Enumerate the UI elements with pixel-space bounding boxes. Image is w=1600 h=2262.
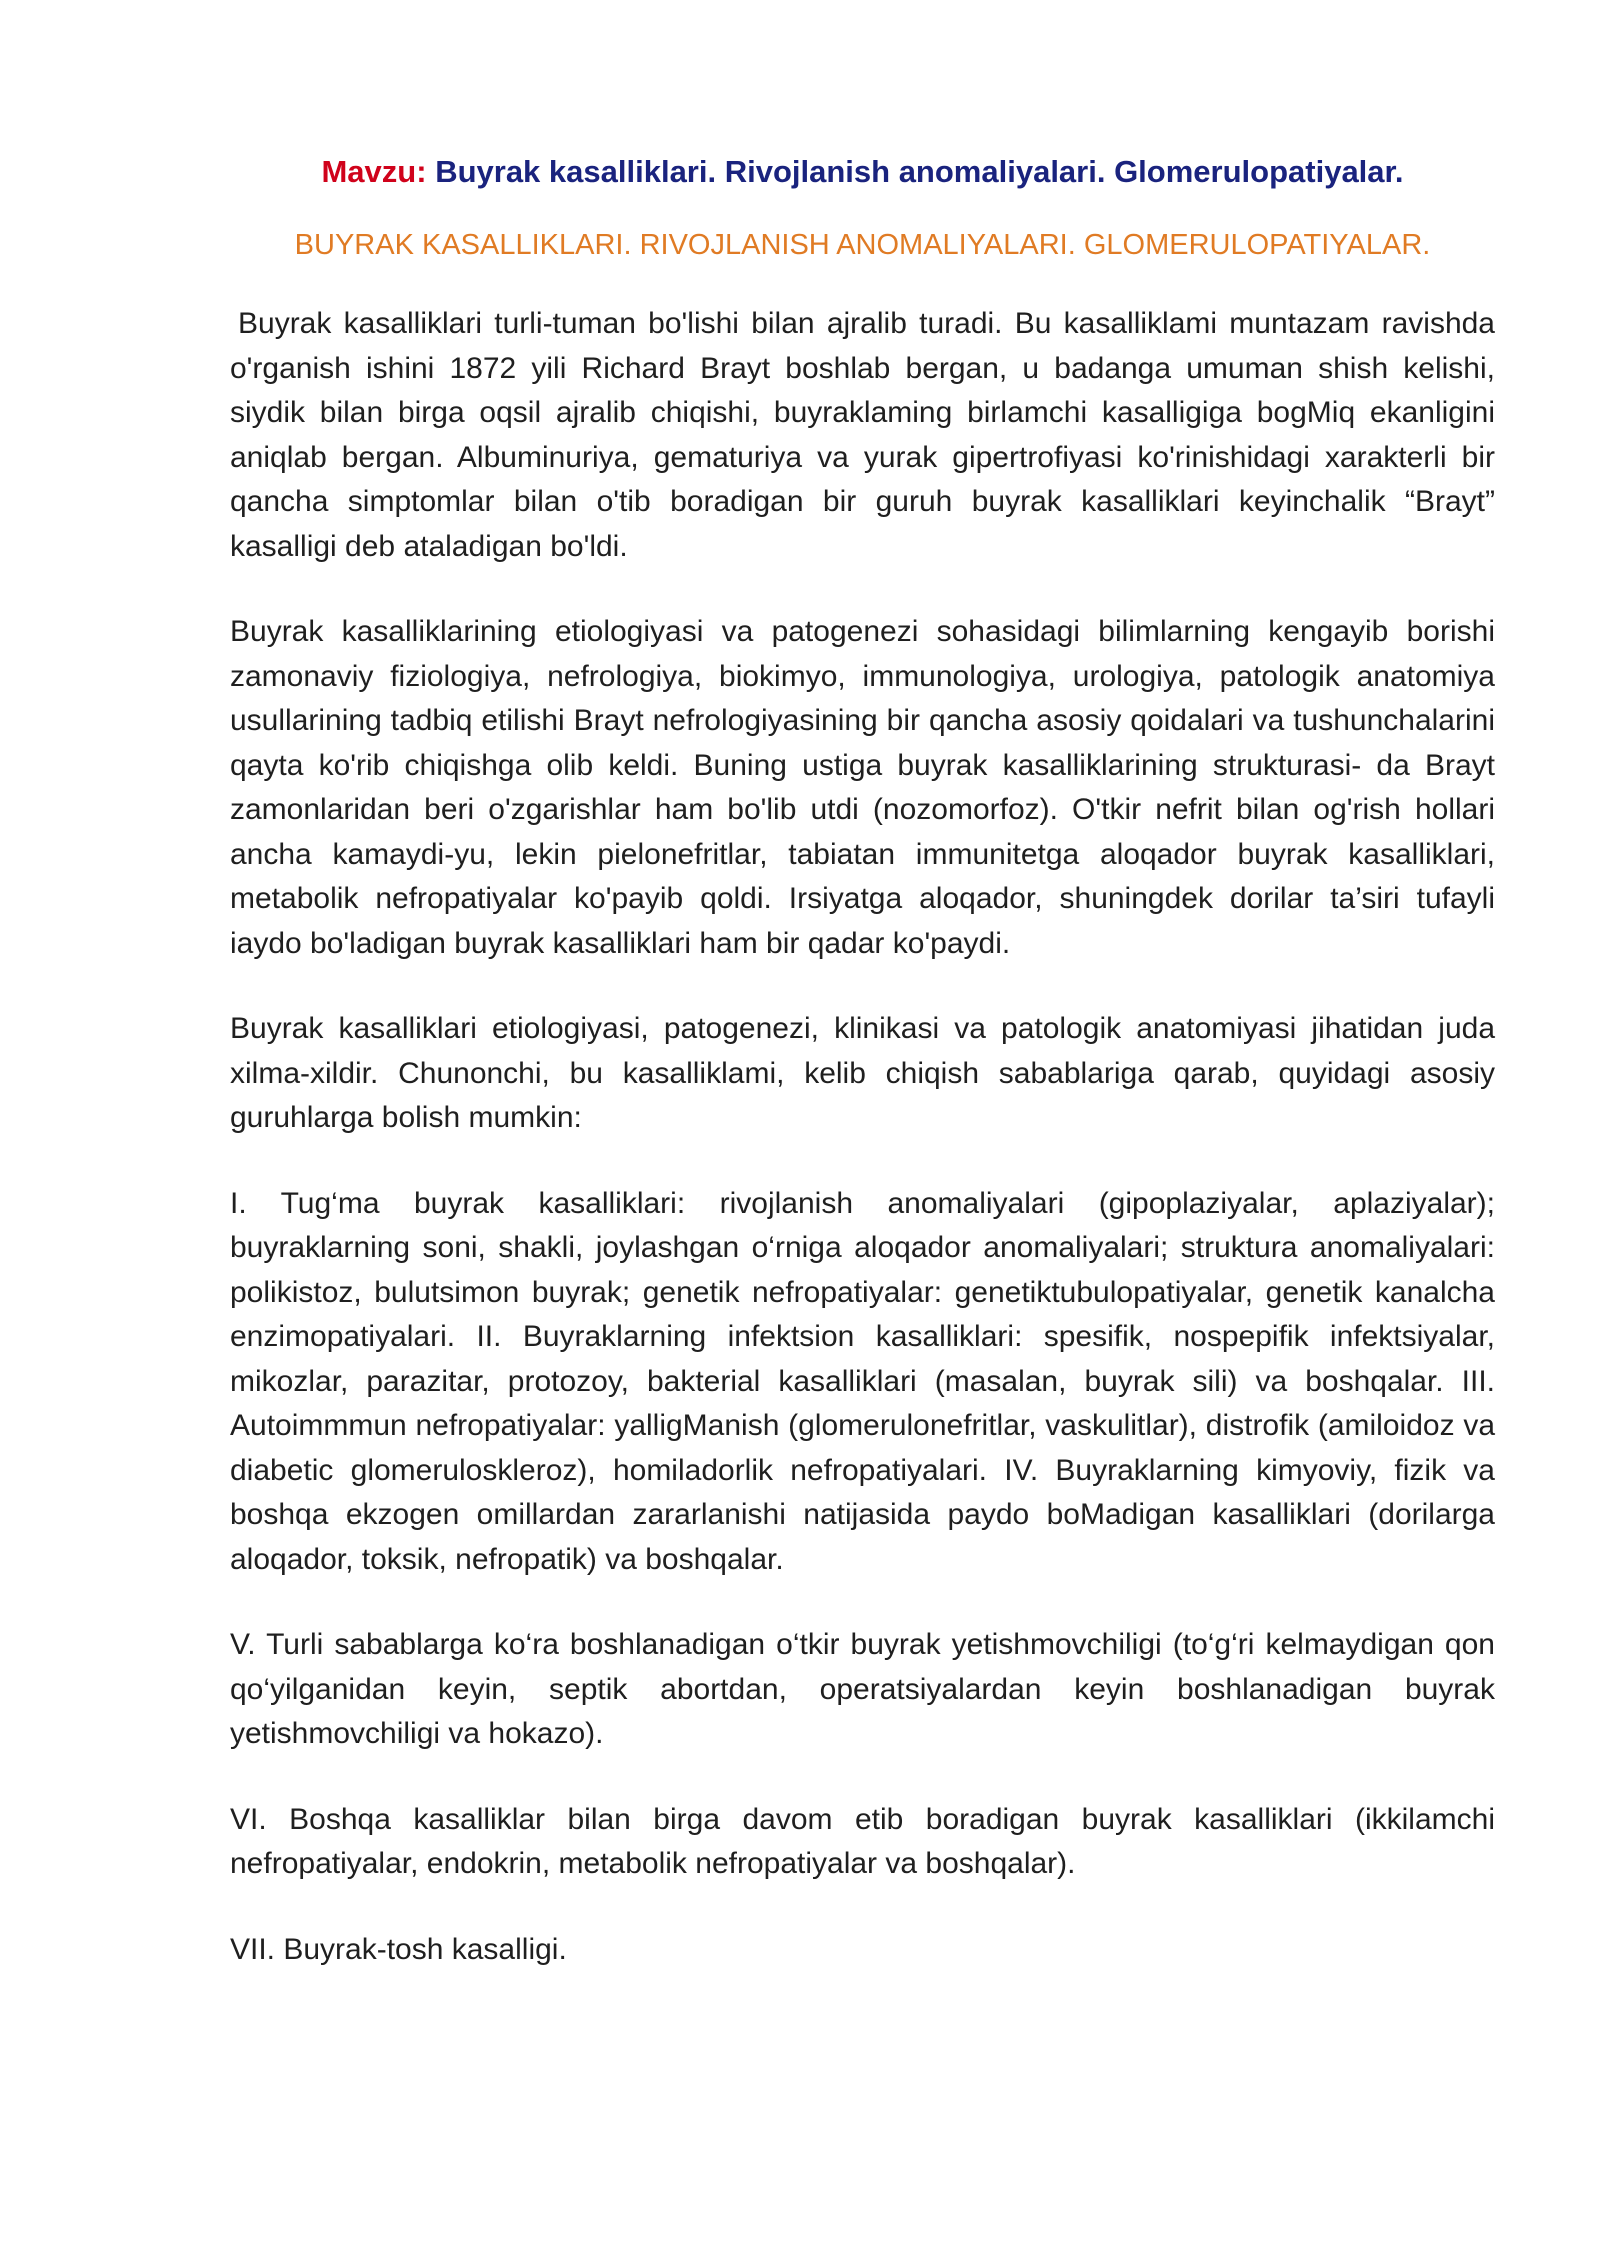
document-title: [230, 150, 1495, 194]
paragraph-etiology: Buyrak kasalliklarining etiologiyasi va patogenezi sohasidagi bilimlarning kengayib borishi zamonaviy fiziologiya, nefrologiya, biokimyo, immunologiya, urologiya, patologik anatomiya usullarining tadbiq etilishi Brayt nefrologiyasining bir qancha asosiy qoidalari va tushunchalarini qayta ko'rib chiqishga olib keldi. Buning ustiga buyrak kasalliklarining strukturasi- da Brayt zamonlaridan beri o'zgarishlar ham bo'lib utdi (nozomorfoz). O'tkir nefrit bilan og'rish hollari ancha kamaydi-yu, lekin pielonefritlar, tabiatan immunitetga aloqador buyrak kasalliklari, metabolik nefropatiyalar ko'payib qoldi. Irsiyatga aloqador, shuningdek dorilar ta’siri tufayli iaydo bo'ladigan buyrak kasalliklari ham bir qadar ko'paydi.: [230, 615, 1495, 960]
document-subtitle: BUYRAK KASALLIKLARI. RIVOJLANISH ANOMALIYALARI. GLOMERULOPATIYALAR.: [294, 229, 1431, 261]
paragraph-group-7: VII. Buyrak-tosh kasalligi.: [230, 1932, 567, 1966]
title-text: Buyrak kasalliklari. Rivojlanish anomaliyalari. Glomerulopatiyalar.: [435, 154, 1404, 189]
paragraph-intro: Buyrak kasalliklari turli-tuman bo'lishi bilan ajralib turadi. Bu kasalliklami muntazam ravishda o'rganish ishini 1872 yili Richard Brayt boshlab bergan, u badanga umuman shish kelishi, siydik bilan birga oqsil ajralib chiqishi, buyraklaming birlamchi kasalligiga bogMiq ekanligini aniqlab bergan. Albuminuriya, gematuriya va yurak gipertrofiyasi ko'rinishidagi xarakterli bir qancha simptomlar bilan o'tib boradigan bir guruh buyrak kasalliklari keyinchalik “Brayt” kasalligi deb ataladigan bo'ldi.: [230, 307, 1495, 563]
title-label: Mavzu:: [321, 154, 427, 189]
paragraph-group-5: V. Turli sabablarga ko‘ra boshlanadigan o‘tkir buyrak yetishmovchiligi (to‘g‘ri kelmaydigan qon qo‘yilganidan keyin, septik abortdan, operatsiyalardan keyin boshlanadigan buyrak yetishmovchiligi va hokazo).: [230, 1628, 1495, 1750]
document-page: [230, 150, 1495, 2013]
paragraph-classification-intro: Buyrak kasalliklari etiologiyasi, patogenezi, klinikasi va patologik anatomiyasi jihatidan juda xilma-xildir. Chunonchi, bu kasalliklami, kelib chiqish sabablariga qarab, quyidagi asosiy guruhlarga bolish mumkin:: [230, 1012, 1495, 1134]
paragraph-group-6: VI. Boshqa kasalliklar bilan birga davom etib boradigan buyrak kasalliklari (ikkilamchi nefropatiyalar, endokrin, metabolik nefropatiyalar va boshqalar).: [230, 1802, 1495, 1880]
paragraph-groups-1-4: I. Tug‘ma buyrak kasalliklari: rivojlanish anomaliyalari (gipoplaziyalar, aplaziyalar); buyraklarning soni, shakli, joylashgan o‘rniga aloqador anomaliyalari; struktura anomaliyalari: polikistoz, bulutsimon buyrak; genetik nefropatiyalar: genetiktubulopatiyalar, genetik kanalcha enzimopatiyalari. II. Buyraklarning infektsion kasalliklari: spesifik, nospepifik infektsiyalar, mikozlar, parazitar, protozoy, bakterial kasalliklari (masalan, buyrak sili) va boshqalar. III. Autoimmmun nefropatiyalar: yalligManish (glomerulonefritlar, vaskulitlar), distrofik (amiloidoz va diabetic glomeruloskleroz), homiladorlik nefropatiyalari. IV. Buyraklarning kimyoviy, fizik va boshqa ekzogen omillardan zararlanishi natijasida paydo boMadigan kasalliklari (dorilarga aloqador, toksik, nefropatik) va boshqalar.: [230, 1186, 1495, 1576]
